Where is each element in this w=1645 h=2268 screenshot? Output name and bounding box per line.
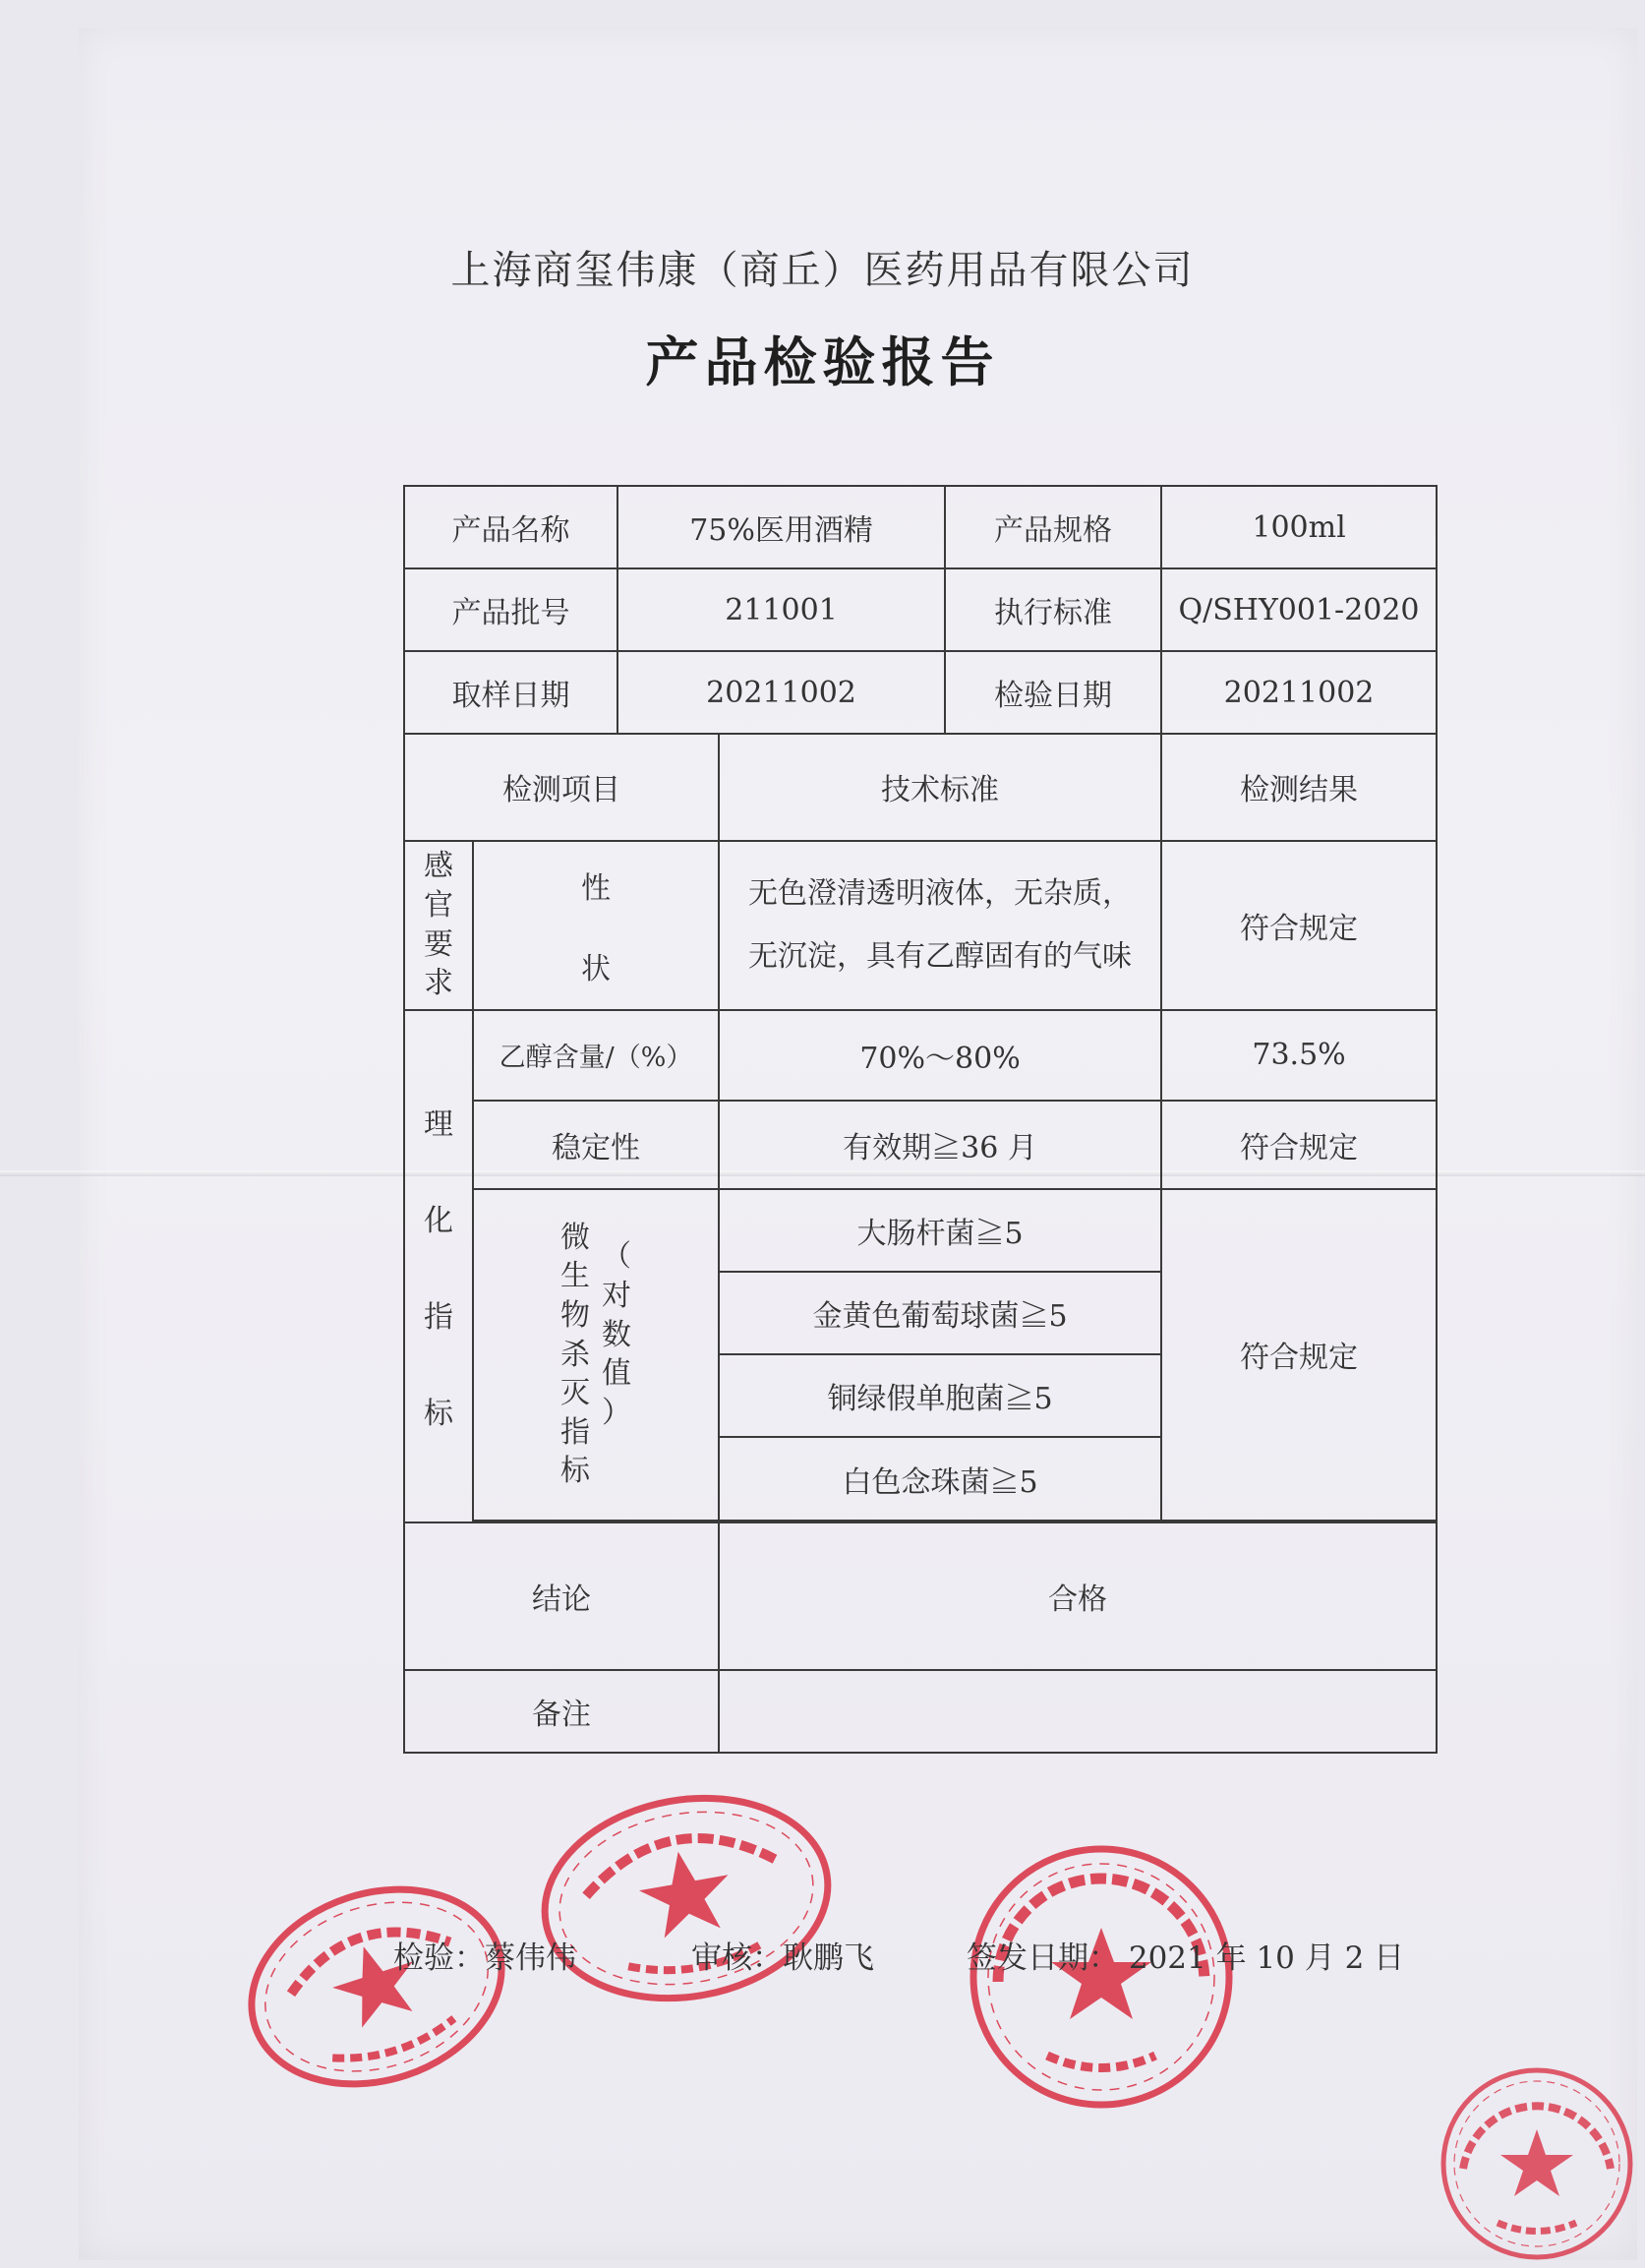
group-physchem-char: 标: [424, 1397, 453, 1432]
standard-micro: 铜绿假单胞菌≧5: [719, 1354, 1161, 1437]
item-appearance: [473, 841, 719, 1010]
header-result: 检测结果: [1161, 734, 1437, 840]
group-sensory-char: 要: [424, 926, 453, 962]
micro-note-char: 对: [602, 1278, 632, 1313]
inspector-signature: 检验：蔡伟伟: [393, 1940, 576, 1976]
label-remarks: 备注: [404, 1670, 719, 1753]
standard-appearance-line: 无色澄清透明液体，无杂质，: [748, 876, 1133, 912]
row-sensory: [404, 841, 1437, 1010]
label-batch: 产品批号: [404, 568, 617, 651]
value-batch: 211001: [617, 568, 945, 651]
group-physchem: [404, 1010, 473, 1522]
label-product-name: 产品名称: [404, 486, 617, 568]
inspection-table: [403, 485, 1438, 1754]
standard-appearance-line: 无沉淀，具有乙醇固有的气味: [748, 938, 1133, 974]
micro-char: 生: [560, 1259, 591, 1294]
issue-date: 签发日期： 2021 年 10 月 2 日: [967, 1940, 1405, 1976]
value-standard: Q/SHY001-2020: [1161, 568, 1437, 651]
standard-micro: 大肠杆菌≧5: [719, 1189, 1161, 1272]
row-conclusion: [404, 1522, 1437, 1670]
header-standard: 技术标准: [719, 734, 1161, 840]
company-name: 上海商玺伟康（商丘）医药用品有限公司: [450, 248, 1195, 293]
result-micro: 符合规定: [1161, 1189, 1437, 1521]
micro-char: 标: [560, 1454, 591, 1489]
standard-micro: 白色念珠菌≧5: [719, 1437, 1161, 1520]
standard-ethanol: 70%～80%: [719, 1010, 1161, 1101]
value-remarks: [719, 1670, 1437, 1753]
micro-note-char: ）: [602, 1395, 632, 1430]
group-sensory-char: 求: [424, 966, 453, 1001]
micro-char: 微: [560, 1220, 591, 1255]
item-appearance-char: 性: [581, 870, 612, 906]
reviewer-signature: 审核：耿鹏飞: [691, 1940, 874, 1976]
row-micro-1: [404, 1189, 1437, 1272]
micro-note-char: 数: [602, 1317, 632, 1352]
item-microbial: [473, 1189, 719, 1521]
micro-note-char: 值: [602, 1356, 632, 1392]
value-product-name: 75%医用酒精: [617, 486, 945, 568]
row-product-name: [404, 486, 1437, 568]
standard-stability: 有效期≧36 月: [719, 1101, 1161, 1189]
label-standard: 执行标准: [945, 568, 1161, 651]
micro-char: 指: [560, 1414, 591, 1450]
group-physchem-char: 理: [424, 1107, 453, 1143]
label-sample-date: 取样日期: [404, 651, 617, 734]
row-batch: [404, 568, 1437, 651]
item-ethanol: 乙醇含量/（%）: [473, 1010, 719, 1101]
item-appearance-char: 状: [581, 951, 612, 986]
result-ethanol: 73.5%: [1161, 1010, 1437, 1101]
value-spec: 100ml: [1161, 486, 1437, 568]
value-conclusion: 合格: [719, 1522, 1437, 1670]
micro-char: 物: [560, 1297, 591, 1333]
header-item: 检测项目: [404, 734, 719, 840]
row-ethanol: [404, 1010, 1437, 1101]
micro-char: 灭: [560, 1376, 591, 1411]
result-stability: 符合规定: [1161, 1101, 1437, 1189]
report-title: 产品检验报告: [645, 330, 1000, 393]
micro-note-char: （: [602, 1239, 632, 1275]
group-sensory-char: 感: [424, 849, 453, 884]
label-test-date: 检验日期: [945, 651, 1161, 734]
standard-micro: 金黄色葡萄球菌≧5: [719, 1272, 1161, 1354]
label-spec: 产品规格: [945, 486, 1161, 568]
group-sensory-char: 官: [424, 888, 453, 924]
row-stability: [404, 1101, 1437, 1189]
label-conclusion: 结论: [404, 1522, 719, 1670]
group-sensory: [404, 841, 473, 1010]
group-physchem-char: 指: [424, 1300, 453, 1336]
row-dates: [404, 651, 1437, 734]
item-stability: 稳定性: [473, 1101, 719, 1189]
stamp-quality-1: [234, 1874, 519, 2100]
signature-footer: [393, 1933, 1436, 1982]
row-column-headers: [404, 734, 1437, 840]
standard-appearance: [719, 841, 1161, 1010]
stamp-inspection-small: [1434, 2060, 1640, 2267]
value-test-date: 20211002: [1161, 651, 1437, 734]
value-sample-date: 20211002: [617, 651, 945, 734]
result-appearance: 符合规定: [1161, 841, 1437, 1010]
group-physchem-char: 化: [424, 1204, 453, 1239]
micro-char: 杀: [560, 1337, 591, 1372]
row-remarks: [404, 1670, 1437, 1753]
